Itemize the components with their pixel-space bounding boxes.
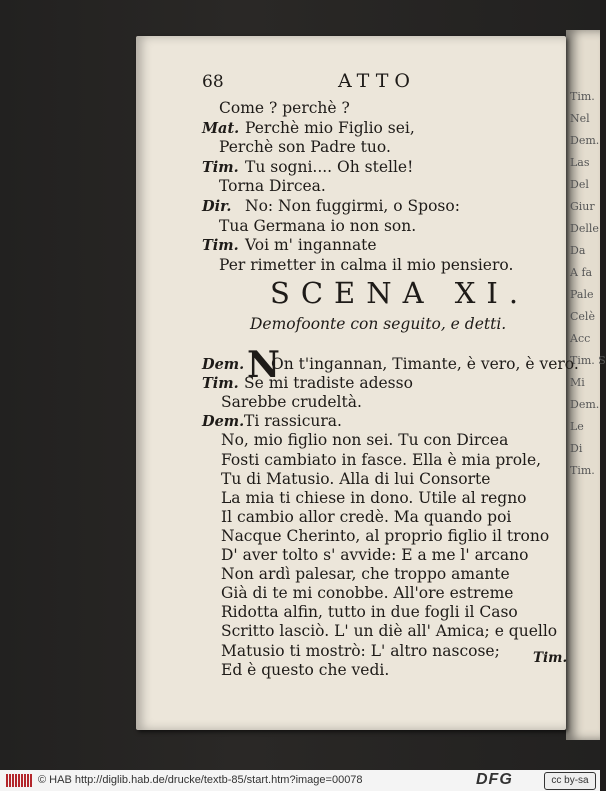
credit-link[interactable]: © HAB http://diglib.hab.de/drucke/textb-85/start.htm?image=00078 [38, 774, 363, 786]
verse-line: Scritto lasciò. L' un diè all' Amica; e quello [221, 622, 558, 641]
dfg-logo: DFG [476, 771, 513, 788]
facing-page-fragment: Delle [570, 222, 599, 235]
drop-cap: N [247, 344, 280, 386]
facing-page-fragment: Mi [570, 376, 585, 389]
facing-page-fragment: Del [570, 178, 589, 191]
viewer-footer [0, 770, 600, 791]
speaker-label: Mat. [202, 119, 240, 137]
verse-line: Già di te mi conobbe. All'ore estreme [221, 584, 514, 603]
facing-page-fragment: Tim. [570, 464, 595, 477]
verse-line: Come ? perchè ? [219, 99, 350, 117]
verse-line: Sarebbe crudeltà. [221, 393, 362, 412]
facing-page-fragment: Pale [570, 288, 594, 301]
scene-title: SCENA XI. [270, 276, 530, 310]
verse-line: Perchè son Padre tuo. [219, 138, 391, 157]
facing-page-fragment: Da [570, 244, 586, 257]
speaker-label: Dir. [202, 198, 232, 215]
facing-page-fragment: Giur [570, 200, 595, 213]
facing-page-fragment: Dem. [570, 398, 600, 411]
verse-line: Ridotta alfin, tutto in due fogli il Caso [221, 603, 518, 622]
hab-logo-icon [6, 774, 32, 787]
facing-page-fragment: Tim. [570, 90, 595, 103]
verse-line: Voi m' ingannate [245, 236, 377, 255]
verse-line: Fosti cambiato in fasce. Ella è mia prole, [221, 450, 542, 469]
speaker-label: Tim. [202, 375, 239, 393]
facing-page-fragment: A fa [570, 266, 593, 279]
verse-line: Perchè mio Figlio sei, [245, 118, 415, 137]
facing-page-edge [566, 30, 606, 740]
facing-page-fragment: Acc [570, 332, 591, 345]
facing-page-fragment: Celè [570, 310, 595, 323]
speaker-label: Dem. [202, 413, 245, 431]
verse-line: D' aver tolto s' avvide: E a me l' arcano [221, 546, 529, 564]
catchword: Tim. [533, 650, 568, 666]
verse-line: Torna Dircea. [219, 177, 326, 196]
verse-line: Tu di Matusio. Alla di lui Consorte [221, 469, 491, 488]
verse-line: Non ardì palesar, che troppo amante [221, 565, 510, 584]
verse-line: Il cambio allor credè. Ma quando poi [221, 507, 512, 526]
verse-line: Per rimetter in calma il mio pensiero. [219, 255, 514, 274]
verse-line: Ed è questo che vedi. [221, 660, 390, 679]
running-head: ATTO [338, 70, 416, 92]
facing-page-fragment: Nel [570, 112, 590, 125]
page-number: 68 [202, 72, 224, 92]
verse-line: Tu sogni.... Oh stelle! [245, 157, 414, 176]
scene-subtitle: Demofoonte con seguito, e detti. [250, 315, 507, 333]
verse-line: Ti rassicura. [244, 412, 342, 431]
facing-page-fragment: Dem. [570, 134, 600, 147]
facing-page-fragment: Le [570, 420, 584, 433]
license-badge[interactable]: cc by-sa [544, 772, 596, 790]
facing-page-fragment: Di [570, 442, 583, 455]
verse-line: Nacque Cherinto, al proprio figlio il trono [221, 526, 550, 545]
verse-line: La mia ti chiese in dono. Utile al regno [221, 488, 527, 507]
facing-page-fragment: Las [570, 156, 590, 169]
verse-line: On t'ingannan, Timante, è vero, è vero. [271, 355, 579, 373]
verse-line: No: Non fuggirmi, o Sposo: [245, 197, 460, 215]
verse-line: Tua Germana io non son. [219, 216, 417, 235]
facing-page-fragment: Tim. S [570, 354, 606, 367]
verse-line: No, mio figlio non sei. Tu con Dircea [221, 431, 509, 450]
verse-line: Se mi tradiste adesso [244, 374, 413, 393]
speaker-label: Tim. [202, 158, 239, 176]
speaker-label: Dem. [202, 356, 245, 373]
speaker-label: Tim. [202, 237, 239, 255]
verse-line: Matusio ti mostrò: L' altro nascose; [221, 641, 500, 660]
